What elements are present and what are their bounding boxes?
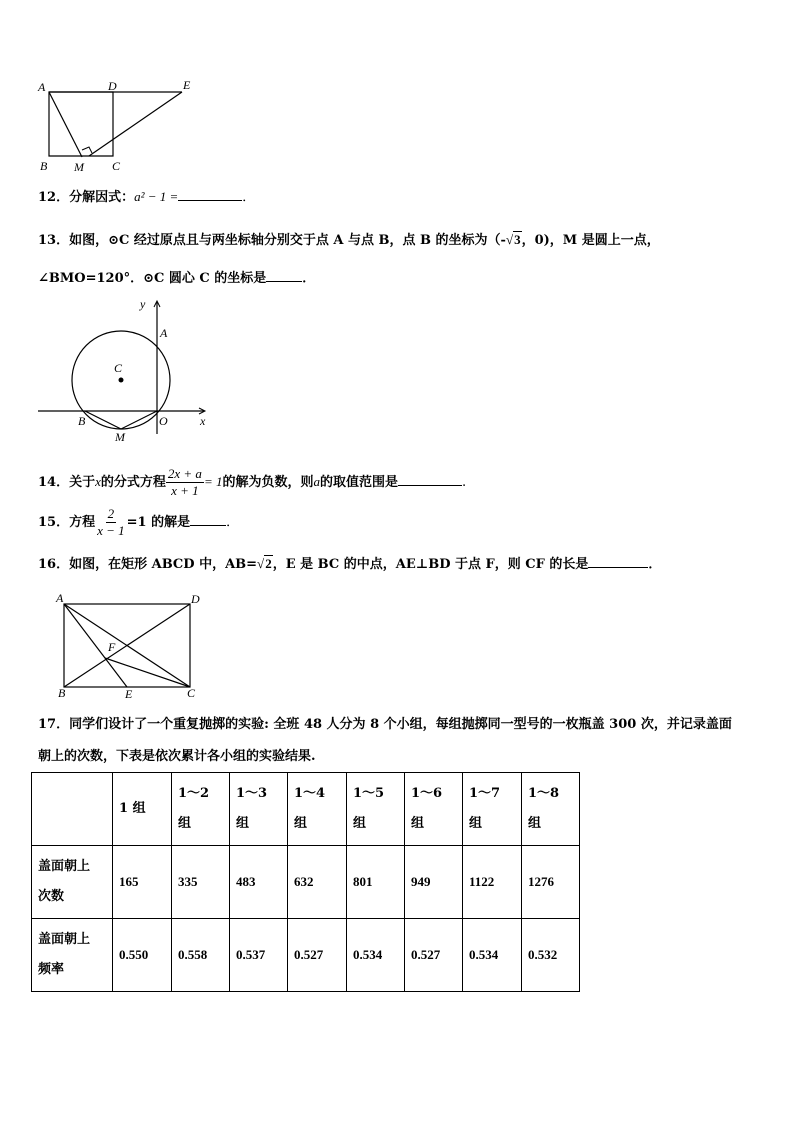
q14-var-a: a [313,474,320,489]
header-cell: 1～3 组 [230,773,288,846]
label-e: E [125,687,133,701]
table-cell: 0.534 [347,919,405,992]
header-cell: 1 组 [113,773,172,846]
table-cell: 1122 [463,846,522,919]
label-x: x [200,414,206,428]
table-header-row [32,773,580,846]
q14-fraction: $\frac{2x + a}{x + 1}$ [167,466,202,498]
table-row-frequency [32,919,580,992]
label-f: F [108,640,116,654]
q14-mid: 的分式方程 [100,475,166,490]
q16-post: ，E 是 BC 的中点，AE⊥BD 于点 F，则 CF 的长是 [272,557,589,572]
q14-var-x: x [95,474,101,489]
segment-bm [85,411,121,429]
table-cell: 1276 [522,846,580,919]
segment-em [89,92,182,156]
q14-post2: 的取值范围是 [319,475,398,490]
question-13-line2: ∠BMO=120°．⊙C 圆心 C 的坐标是 ． [38,271,316,286]
q12-label: 12．分解因式： [38,190,135,205]
header-cell: 1～8 组 [522,773,580,846]
question-12: 12．分解因式：a² − 1 = ． [38,189,256,205]
table-cell: 335 [172,846,230,919]
label-d: D [191,592,200,606]
header-cell: 1～6 组 [405,773,463,846]
answer-blank-12[interactable] [178,188,242,201]
answer-blank-14[interactable] [398,473,462,486]
table-cell: 0.534 [463,919,522,992]
table-cell: 0.537 [230,919,288,992]
q15-post: =1 的解是 [126,515,191,530]
center-c-dot [119,378,124,383]
label-y: y [140,297,146,311]
table-row-count [32,846,580,919]
label-m: M [115,430,125,444]
q14-eq: = 1 [203,474,223,489]
segment-fc [105,658,190,687]
header-cell: 1～4 组 [288,773,347,846]
label-b: B [58,686,66,700]
q14-pre: 14．关于 [38,475,96,490]
answer-blank-15[interactable] [190,513,226,526]
table-cell: 0.527 [288,919,347,992]
label-b: B [78,414,86,428]
table-cell: 0.532 [522,919,580,992]
table-cell: 483 [230,846,288,919]
label-c: C [112,159,121,173]
segment-ae [64,604,127,687]
q13-text-a: 13．如图，⊙C 经过原点且与两坐标轴分别交于点 A 与点 B，点 B 的坐标为（- [38,233,506,248]
question-17-line1 [38,715,732,735]
q13-text-b: ，0)，M 是圆上一点， [521,233,660,248]
label-b: B [40,159,48,173]
label-a: A [56,591,64,605]
q15-pre: 15．方程 [38,515,96,530]
label-c: C [187,686,196,700]
label-e: E [183,78,191,92]
row-label-count: 盖面朝上 次数 [32,846,113,919]
header-cell: 1～7 组 [463,773,522,846]
row-label-frequency: 盖面朝上 频率 [32,919,113,992]
table-cell: 801 [347,846,405,919]
figure-square-adce-svg [36,78,206,178]
header-cell: 1～2 组 [172,773,230,846]
table-cell: 165 [113,846,172,919]
figure-circle-c-svg [36,296,216,444]
label-a: A [160,326,168,340]
figure-rectangle-abcd [54,590,214,702]
table-corner-cell [32,773,113,846]
table-cell: 949 [405,846,463,919]
q15-fraction: $\frac{2}{x - 1}$ [97,506,125,538]
header-cell: 1～5 组 [347,773,405,846]
right-angle-mark [82,147,92,153]
table-cell: 632 [288,846,347,919]
segment-am [49,92,82,157]
question-14: 14．关于x的分式方程 $\frac{2x + a}{x + 1}$ = 1的解为负数，则a的取值范围是 . [38,466,467,498]
q17-line2: 朝上的次数，下表是依次累计各小组的实验结果. [38,749,316,764]
segment-mo [121,411,157,429]
question-17-line2 [38,747,316,767]
q13-sqrt: √3 [505,232,521,247]
answer-blank-16[interactable] [588,555,648,568]
table-cell: 0.558 [172,919,230,992]
q14-post1: 的解为负数，则 [222,475,314,490]
question-13-line1 [38,230,660,251]
table-cell: 0.527 [405,919,463,992]
question-15: 15．方程 $\frac{2}{x - 1}$ =1 的解是 ． [38,506,240,538]
figure-square-adce [36,78,206,178]
q16-sqrt: √2 [257,556,272,571]
label-a: A [38,80,46,94]
q17-line1: 17．同学们设计了一个重复抛掷的实验: 全班 48 人分为 8 个小组，每组抛掷同一型号的一枚瓶盖 300 次，并记录盖面 [38,717,732,732]
label-d: D [108,79,117,93]
q13-text-c: ∠BMO=120°．⊙C 圆心 C 的坐标是 [38,271,267,286]
figure-rectangle-abcd-svg [54,590,214,702]
question-16: 16．如图，在矩形 ABCD 中，AB=√2，E 是 BC 的中点，AE⊥BD 于点 F，则 CF 的长是 ． [38,556,662,572]
answer-blank-13[interactable] [266,269,302,282]
table-cell: 0.550 [113,919,172,992]
label-m: M [74,160,84,174]
label-o: O [159,414,168,428]
results-table [31,772,580,992]
q12-expr: a² − 1 = [134,189,179,204]
q16-pre: 16．如图，在矩形 ABCD 中，AB= [38,557,258,572]
figure-circle-c [36,296,216,444]
label-c: C [114,361,123,375]
